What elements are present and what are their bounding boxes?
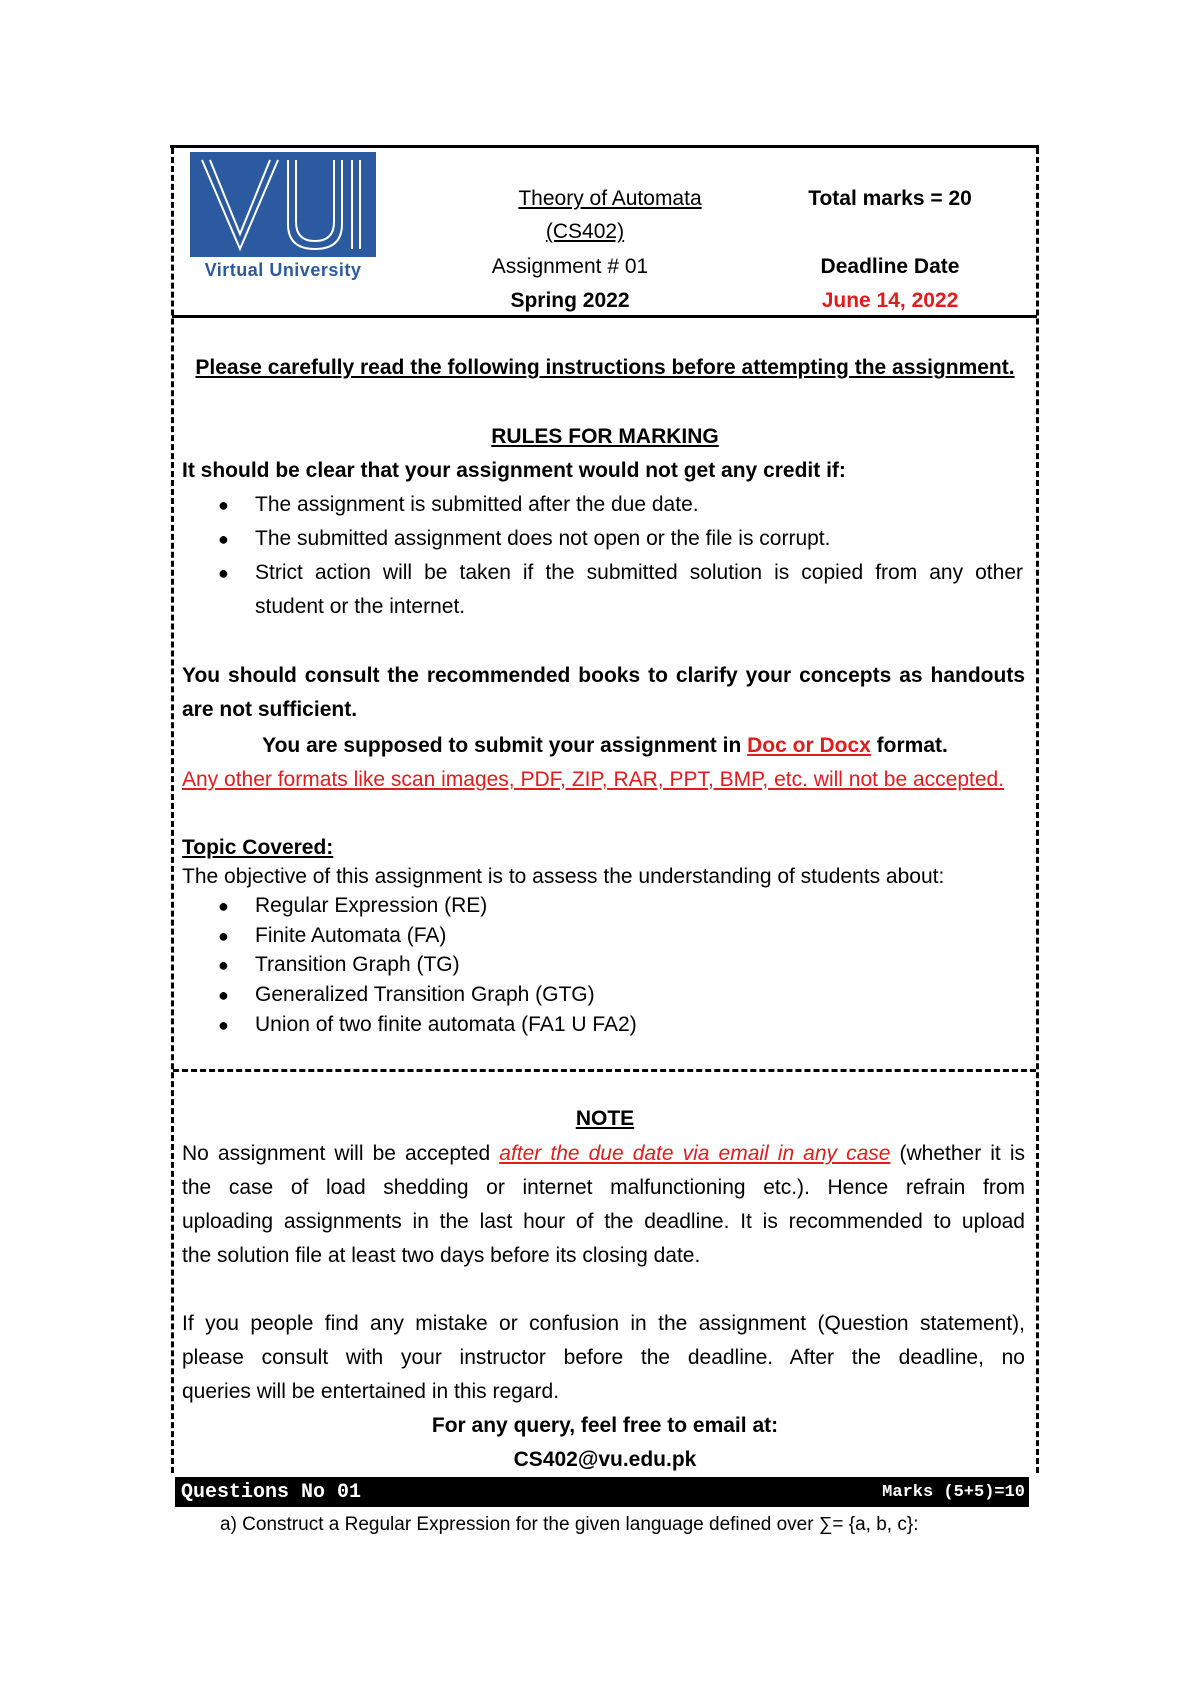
topic-item: Generalized Transition Graph (GTG)	[255, 983, 595, 1006]
bullet-icon: ●	[218, 926, 229, 946]
topic-item: Transition Graph (TG)	[255, 953, 460, 976]
topics-title: Topic Covered:	[182, 836, 334, 859]
format-post: format.	[870, 734, 948, 757]
note-p2-line-3: queries will be entertained in this regard.	[182, 1380, 560, 1403]
rule-item: The assignment is submitted after the due date.	[255, 493, 699, 516]
bullet-icon: ●	[218, 563, 229, 583]
note-title: NOTE	[575, 1107, 635, 1130]
semester: Spring 2022	[510, 289, 630, 312]
topic-item: Union of two finite automata (FA1 U FA2)	[255, 1013, 637, 1036]
bullet-icon: ●	[218, 529, 229, 549]
assignment-number: Assignment # 01	[491, 255, 649, 278]
topics-intro: The objective of this assignment is to assess the understanding of students about:	[182, 865, 945, 888]
note-p1-line-2: the case of load shedding or internet malfunctioning etc.). Hence refrain from	[182, 1176, 1025, 1199]
formats-warning: Any other formats like scan images, PDF, ZIP, RAR, PPT, BMP, etc. will not be accepted.	[182, 768, 1005, 791]
format-doc-link: Doc or Docx	[747, 734, 871, 757]
note-p2-line-2: please consult with your instructor before the deadline. After the deadline, no	[182, 1346, 1025, 1369]
note-p1-line-4: the solution file at least two days before its closing date.	[182, 1244, 701, 1267]
contact-email[interactable]: CS402@vu.edu.pk	[513, 1448, 697, 1471]
course-code: (CS402)	[545, 220, 625, 243]
right-border-dashed	[1036, 148, 1039, 1473]
rule-item: Strict action will be taken if the submitted solution is copied from any other	[255, 561, 1023, 584]
course-title: Theory of Automata	[518, 187, 702, 210]
vu-logo	[190, 152, 376, 283]
consult-line-2: are not sufficient.	[182, 698, 358, 721]
total-marks: Total marks = 20	[808, 187, 972, 210]
top-border	[170, 145, 1039, 148]
question-marks: Marks (5+5)=10	[882, 1483, 1025, 1502]
rule-item: The submitted assignment does not open or the file is corrupt.	[255, 527, 831, 550]
left-border-dashed	[171, 148, 174, 1473]
deadline-label: Deadline Date	[820, 255, 960, 278]
instructions-heading: Please carefully read the following instructions before attempting the assignment.	[195, 356, 1015, 379]
note-p1-line-3: uploading assignments in the last hour of the deadline. It is recommended to upload	[182, 1210, 1025, 1233]
svg-text:VU: VU	[283, 211, 286, 213]
format-pre: You are supposed to submit your assignment in	[262, 734, 748, 757]
rules-intro: It should be clear that your assignment would not get any credit if:	[182, 459, 846, 482]
format-requirement	[180, 735, 1030, 756]
topic-item: Regular Expression (RE)	[255, 894, 488, 917]
bullet-icon: ●	[218, 955, 229, 975]
rules-title: RULES FOR MARKING	[491, 425, 719, 448]
bullet-icon: ●	[218, 1015, 229, 1035]
question-header-bar	[175, 1477, 1029, 1507]
note-p1-emphasis: after the due date via email in any case	[499, 1142, 891, 1165]
topic-item: Finite Automata (FA)	[255, 924, 447, 947]
vu-logo-mark	[190, 152, 376, 257]
note-p1-post: (whether it is	[890, 1142, 1025, 1165]
note-p2-line-1: If you people find any mistake or confusion in the assignment (Question statement),	[182, 1312, 1025, 1335]
bullet-icon: ●	[218, 985, 229, 1005]
question-title: Questions No 01	[181, 1481, 362, 1504]
deadline-date: June 14, 2022	[821, 289, 959, 312]
bullet-icon: ●	[218, 896, 229, 916]
rule-item-continued: student or the internet.	[255, 595, 466, 618]
header-divider	[172, 315, 1037, 318]
note-p1-line-1	[182, 1143, 1025, 1164]
vu-logo-icon	[190, 152, 376, 257]
vu-logo-caption: Virtual University	[204, 260, 362, 280]
note-p1-pre: No assignment will be accepted	[182, 1142, 500, 1165]
question-part-a: a) Construct a Regular Expression for the given language defined over ∑= {a, b, c}:	[220, 1514, 919, 1535]
bullet-icon: ●	[218, 495, 229, 515]
consult-line-1: You should consult the recommended books to clarify your concepts as handouts	[182, 664, 1025, 687]
section-divider-dashed	[173, 1069, 1036, 1072]
query-line: For any query, feel free to email at:	[431, 1414, 779, 1437]
